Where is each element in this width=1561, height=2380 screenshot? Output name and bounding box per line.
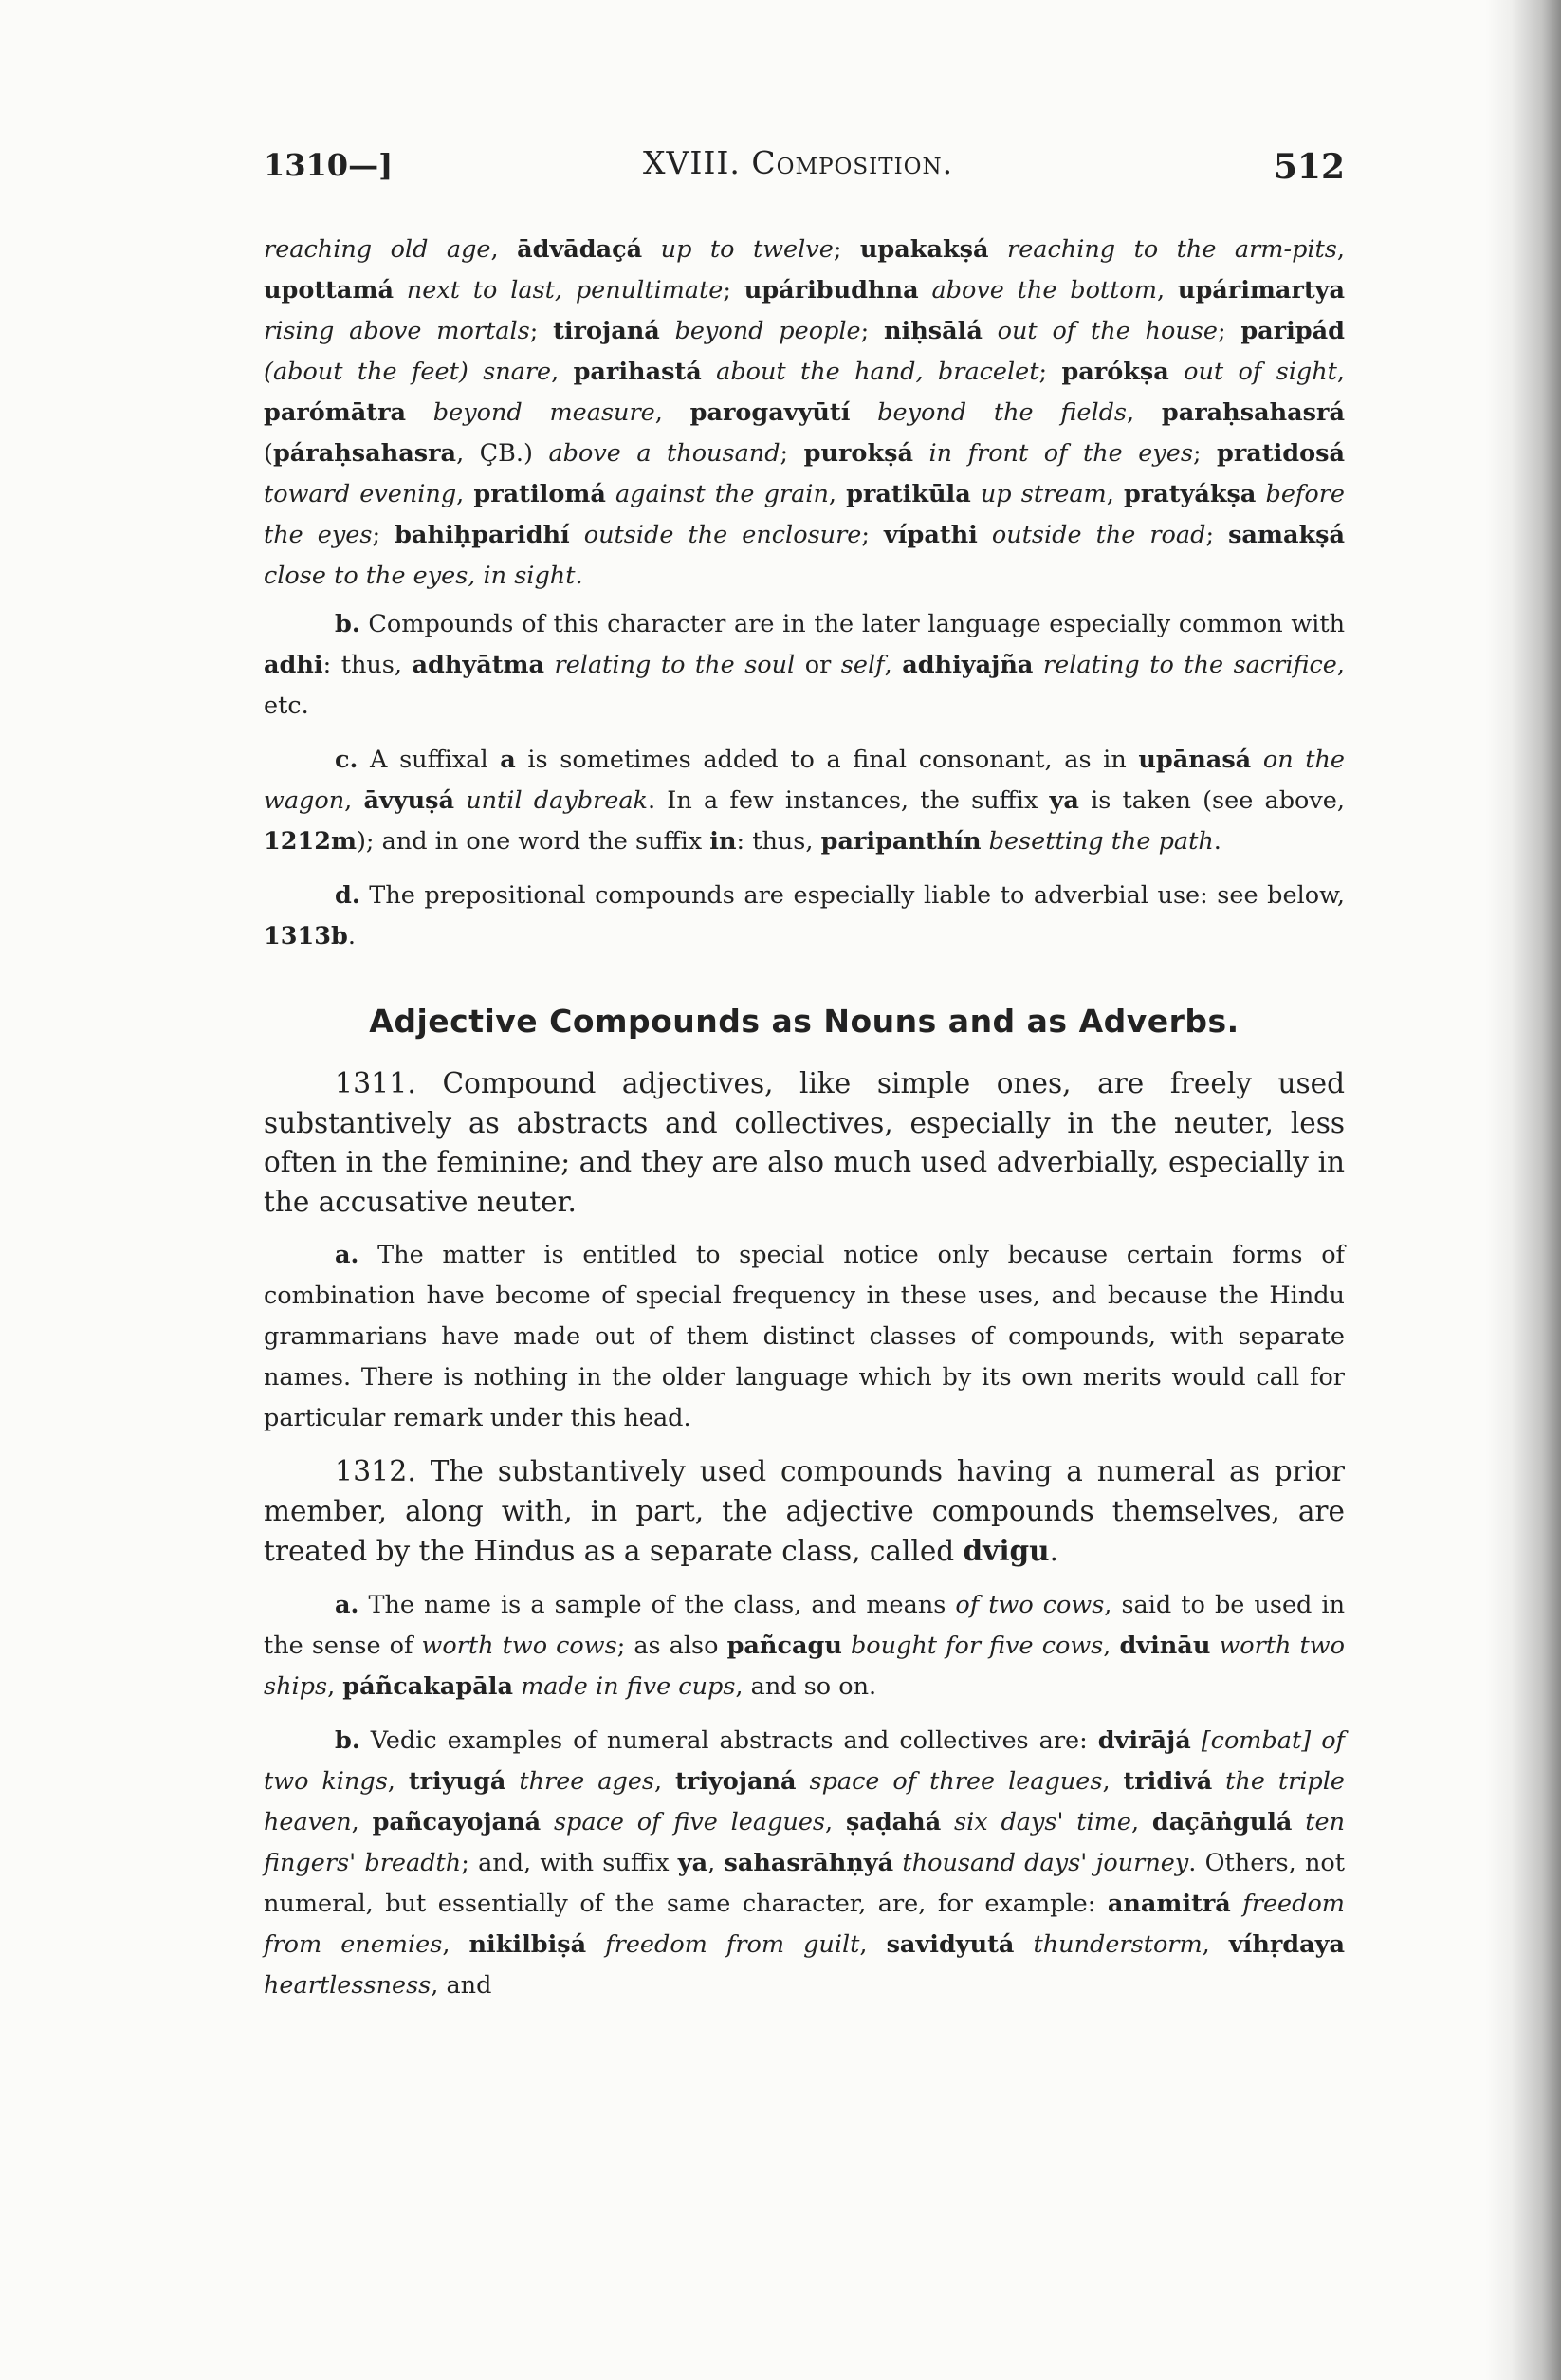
continuation-paragraph: reaching old age, ādvādaçá up to twelve; upakakṣá reaching to the arm-pits, upottamá next to last, penultimate; upáribudhna above the bottom, upárimartya rising above mortals; tirojaná beyond people; niḥsālá out of the house; paripád (about the feet) snare, parihastá about the hand, bracelet; parókṣa out of sight, parómātra beyond measure, parogavyūtí beyond the fields, paraḥsahasrá (páraḥsahasra, ÇB.) above a thousand; purokṣá in front of the eyes; pratidosá toward evening, pratilomá against the grain, pratikūla up stream, pratyákṣa before the eyes; bahiḥparidhí outside the enclosure; vípathi outside the road; samakṣá close to the eyes, in sight. [264,235,1346,590]
section-heading: Adjective Compounds as Nouns and as Adverbs. [369,1003,1240,1040]
paragraph-1310d: d. The prepositional compounds are especially liable to adverbial use: see below, 1313b. [264,881,1345,950]
chapter-title: XVIII. Composition. [643,144,954,181]
paragraph-1311: 1311. Compound adjectives, like simple ones, are freely used substantively as abstracts and collectives, especially in the neuter, less often in the feminine; and they are also much used adverbially, especially in the accusative neuter. [264,1067,1345,1218]
paragraph-1310b: b. Compounds of this character are in the later language especially common with adhi: thus, adhyātma relating to the soul or self, adhiyajña relating to the sacrifice, etc. [264,610,1345,720]
paragraph-1310c: c. A suffixal a is sometimes added to a final consonant, as in upānasá on the wagon, āvyuṣá until daybreak. In a few instances, the suffix ya is taken (see above, 1212m); and in one word the suffix in: thus, paripanthín besetting the path. [264,746,1346,856]
paragraph-1312: 1312. The substantively used compounds having a numeral as prior member, along with, in part, the adjective compounds themselves, are treated by the Hindus as a separate class, called dvigu. [264,1455,1345,1567]
paragraph-1312a: a. The name is a sample of the class, and means of two cows, said to be used in the sense of worth two cows; as also pañcagu bought for five cows, dvināu worth two ships, páñcakapāla made in five cups, and so on. [264,1590,1345,1701]
paragraph-1312b: b. Vedic examples of numeral abstracts and collectives are: dvirājá [combat] of two kings, triyugá three ages, triyojaná space of three leagues, tridivá the triple heaven, pañcayojaná space of five leagues, ṣaḍahá six days' time, daçāṅgulá ten fingers' breadth; and, with suffix ya, sahasrāhṇyá thousand days' journey. Others, not numeral, but essentially of the same character, are, for example: anamitrá freedom from enemies, nikilbiṣá freedom from guilt, savidyutá thunderstorm, víhṛdaya heartlessness, and [264,1725,1346,2000]
section-range: 1310—] [264,147,394,183]
page-edge-shadow [1485,0,1561,2380]
section-reference: 1212m [264,827,357,856]
paragraph-1311a: a. The matter is entitled to special notice only because certain forms of combination have become of special frequency in these uses, and because the Hindu grammarians have made out of them distinct classes of compounds, with separate names. There is nothing in the older language which by its own merits would call for particular remark under this head. [264,1241,1345,1432]
book-page [264,133,1345,2006]
page-number: 512 [1273,147,1345,187]
running-head [264,133,1345,190]
paragraph-number: 1312. [335,1455,416,1488]
section-reference: 1313b [264,922,348,950]
paragraph-number: 1311. [335,1067,416,1100]
